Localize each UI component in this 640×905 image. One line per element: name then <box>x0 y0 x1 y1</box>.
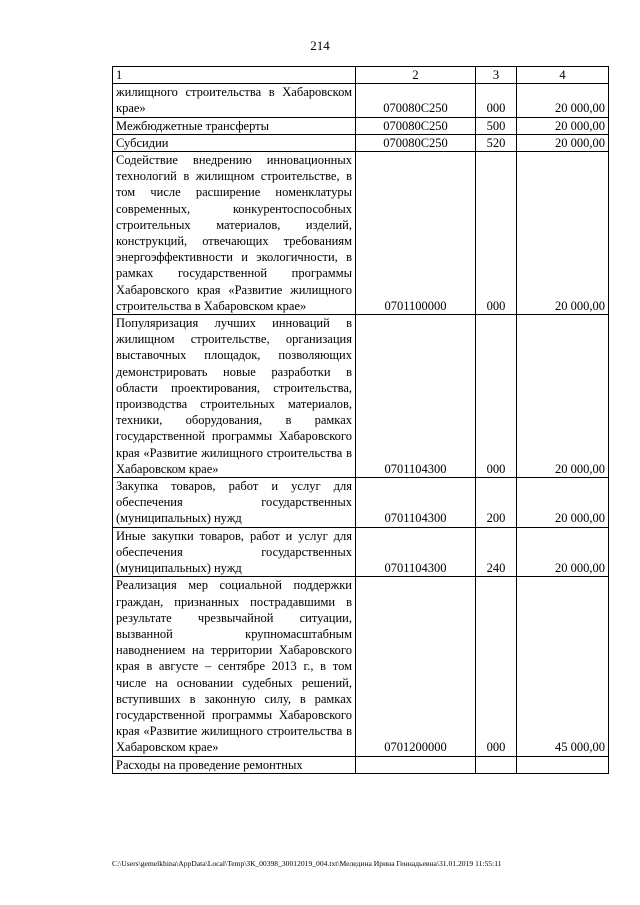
row-sum: 20 000,00 <box>517 84 609 117</box>
table-row <box>113 577 609 756</box>
row-sum: 20 000,00 <box>517 134 609 151</box>
table-row <box>113 527 609 577</box>
header-col-3: 3 <box>476 67 517 84</box>
row-sum: 20 000,00 <box>517 527 609 577</box>
row-kind: 000 <box>476 315 517 478</box>
row-name: Межбюджетные трансферты <box>113 117 356 134</box>
table-row <box>113 152 609 315</box>
row-kind: 000 <box>476 577 517 756</box>
row-code: 0701200000 <box>356 577 476 756</box>
row-code: 0701100000 <box>356 152 476 315</box>
row-code <box>356 756 476 773</box>
row-code: 070080С250 <box>356 84 476 117</box>
table-header-row <box>113 67 609 84</box>
row-code: 070080С250 <box>356 117 476 134</box>
table-row <box>113 84 609 117</box>
row-sum: 20 000,00 <box>517 152 609 315</box>
row-name: Иные закупки товаров, работ и услуг для обеспечения государственных (муниципальных) нужд <box>113 527 356 577</box>
row-kind: 000 <box>476 84 517 117</box>
row-kind: 000 <box>476 152 517 315</box>
header-col-2: 2 <box>356 67 476 84</box>
row-kind <box>476 756 517 773</box>
row-name: Расходы на проведение ремонтных <box>113 756 356 773</box>
row-sum: 20 000,00 <box>517 478 609 528</box>
row-name: Содействие внедрению инновационных технологий в жилищном строительстве, в том числе расширение номенклатуры современных, конкурентоспособных строительных материалов, изделий, конструкций, отвечающих требованиям энергоэффективности и экологичности, в рамках государственной программы Хабаровского края «Развитие жилищного строительства в Хабаровском крае» <box>113 152 356 315</box>
row-sum: 20 000,00 <box>517 315 609 478</box>
row-sum <box>517 756 609 773</box>
row-name: Субсидии <box>113 134 356 151</box>
row-kind: 240 <box>476 527 517 577</box>
header-col-4: 4 <box>517 67 609 84</box>
row-name: жилищного строительства в Хабаровском крае» <box>113 84 356 117</box>
table-row <box>113 756 609 773</box>
page-number: 214 <box>310 38 330 53</box>
row-kind: 500 <box>476 117 517 134</box>
row-code: 0701104300 <box>356 527 476 577</box>
row-code: 0701104300 <box>356 315 476 478</box>
table-row <box>113 315 609 478</box>
header-col-1: 1 <box>113 67 356 84</box>
row-name: Реализация мер социальной поддержки граждан, признанных пострадавшими в результате чрезвычайной ситуации, вызванной крупномасштабным наводнением на территории Хабаровского края в августе – сентябре 2013 г., в том числе на основании судебных решений, вступивших в законную силу, в рамках государственной программы Хабаровского края «Развитие жилищного строительства в Хабаровском крае» <box>113 577 356 756</box>
row-kind: 520 <box>476 134 517 151</box>
table-row <box>113 478 609 528</box>
file-path-footer: C:\Users\gemelkhina\AppData\Local\Temp\ЗК_00398_30012019_004.txt\Меледина Ирина Геннадьевна\31.01.2019 11:55:11 <box>112 859 502 868</box>
row-name: Закупка товаров, работ и услуг для обеспечения государственных (муниципальных) нужд <box>113 478 356 528</box>
row-code: 070080С250 <box>356 134 476 151</box>
table-row <box>113 117 609 134</box>
row-kind: 200 <box>476 478 517 528</box>
row-code: 0701104300 <box>356 478 476 528</box>
row-name: Популяризация лучших инноваций в жилищном строительстве, организация выставочных площадок, позволяющих демонстрировать новые разработки в области проектирования, строительства, производства строительных материалов, техники, оборудования, в рамках государственной программы Хабаровского края «Развитие жилищного строительства в Хабаровском крае» <box>113 315 356 478</box>
budget-table <box>112 66 609 774</box>
table-row <box>113 134 609 151</box>
row-sum: 20 000,00 <box>517 117 609 134</box>
row-sum: 45 000,00 <box>517 577 609 756</box>
